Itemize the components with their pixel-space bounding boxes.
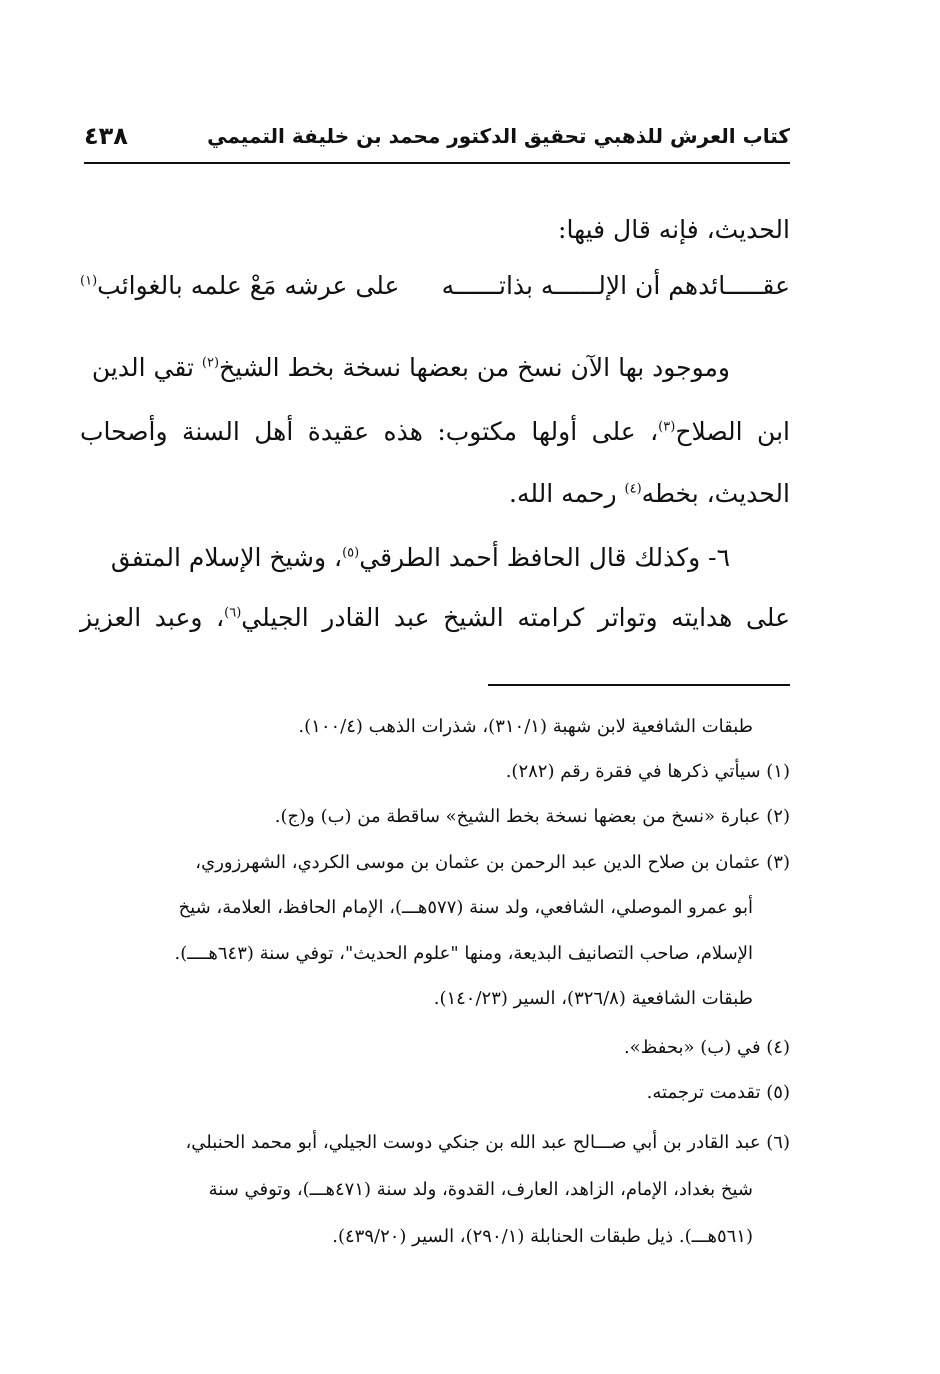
footnote-6-line: (٥٦١هـــ). ذيل طبقات الحنابلة (٢٩٠/١)، السير (٤٣٩/٢٠). xyxy=(332,1226,753,1247)
page-number: ٤٣٨ xyxy=(84,122,128,150)
paragraph-line xyxy=(80,474,790,514)
footnote-ref: (٣) xyxy=(658,419,676,435)
paragraph-line xyxy=(80,598,790,638)
footnote-2: (٢) عبارة «نسخ من بعضها نسخة بخط الشيخ» ساقطة من (ب) و(ج). xyxy=(274,806,790,827)
footnote-continuation: طبقات الشافعية لابن شهبة (٣١٠/١)، شذرات الذهب (١٠٠/٤). xyxy=(298,716,753,737)
body-line xyxy=(80,210,790,250)
footnote-5: (٥) تقدمت ترجمته. xyxy=(646,1082,790,1103)
footnote-separator xyxy=(488,684,790,686)
body-text: رحمه الله. xyxy=(509,479,625,508)
verse-text: على عرشه مَعْ علمه بالغوائب xyxy=(97,271,400,300)
body-text: تقي الدين xyxy=(91,353,202,382)
footnote-ref: (٤) xyxy=(624,481,642,497)
body-text: على هدايته وتواتر كرامته الشيخ عبد القادر الجيلي xyxy=(241,603,790,632)
footnote-3-line: أبو عمرو الموصلي، الشافعي، ولد سنة (٥٧٧هـــ)، الإمام الحافظ، العلامة، شيخ xyxy=(178,897,753,918)
body-text: ، وشيخ الإسلام المتفق xyxy=(110,543,343,572)
paragraph-line xyxy=(80,538,730,578)
body-text: وموجود بها الآن نسخ من بعضها نسخة بخط الشيخ xyxy=(219,353,730,382)
footnote-ref: (٢) xyxy=(201,355,220,371)
footnote-ref: (٥) xyxy=(342,545,360,561)
footnote-6-line: شيخ بغداد، الإمام، الزاهد، العارف، القدوة، ولد سنة (٤٧١هـــ)، وتوفي سنة xyxy=(208,1179,753,1200)
body-text: ابن الصلاح xyxy=(675,417,790,446)
body-text: ٦- وكذلك قال الحافظ أحمد الطرقي xyxy=(359,543,730,572)
running-header xyxy=(84,112,790,160)
footnote-6: (٦) عبد القادر بن أبي صـــالح عبد الله بن جنكي دوست الجيلي، أبو محمد الحنبلي، xyxy=(185,1132,790,1153)
paragraph-line xyxy=(80,412,790,452)
body-text: الحديث، بخطه xyxy=(641,479,790,508)
footnote-3-line: طبقات الشافعية (٣٢٦/٨)، السير (١٤٠/٢٣). xyxy=(433,988,753,1009)
footnote-3: (٣) عثمان بن صلاح الدين عبد الرحمن بن عثمان بن موسى الكردي، الشهرزوري، xyxy=(195,852,790,873)
footnote-4: (٤) في (ب) «بحفظ». xyxy=(623,1037,790,1058)
book-title: كتاب العرش للذهبي تحقيق الدكتور محمد بن خليفة التميمي xyxy=(207,124,790,148)
footnote-ref: (١) xyxy=(80,273,98,289)
header-rule xyxy=(84,162,790,164)
footnote-1: (١) سيأتي ذكرها في فقرة رقم (٢٨٢). xyxy=(505,761,790,782)
poem-verse xyxy=(80,266,790,306)
footnote-ref: (٦) xyxy=(224,605,242,621)
body-text: ، على أولها مكتوب: هذه عقيدة أهل السنة وأصحاب xyxy=(80,417,659,446)
verse-second-hemistich xyxy=(80,266,399,306)
body-text: الحديث، فإنه قال فيها: xyxy=(558,215,790,244)
body-text: ، وعبد العزيز xyxy=(80,603,225,632)
paragraph-line xyxy=(80,348,730,388)
verse-first-hemistich: عقـــــائدهم أن الإلــــــه بذاتــــــه xyxy=(441,271,790,300)
footnote-3-line: الإسلام، صاحب التصانيف البديعة، ومنها "علوم الحديث"، توفي سنة (٦٤٣هــــ). xyxy=(174,943,753,964)
